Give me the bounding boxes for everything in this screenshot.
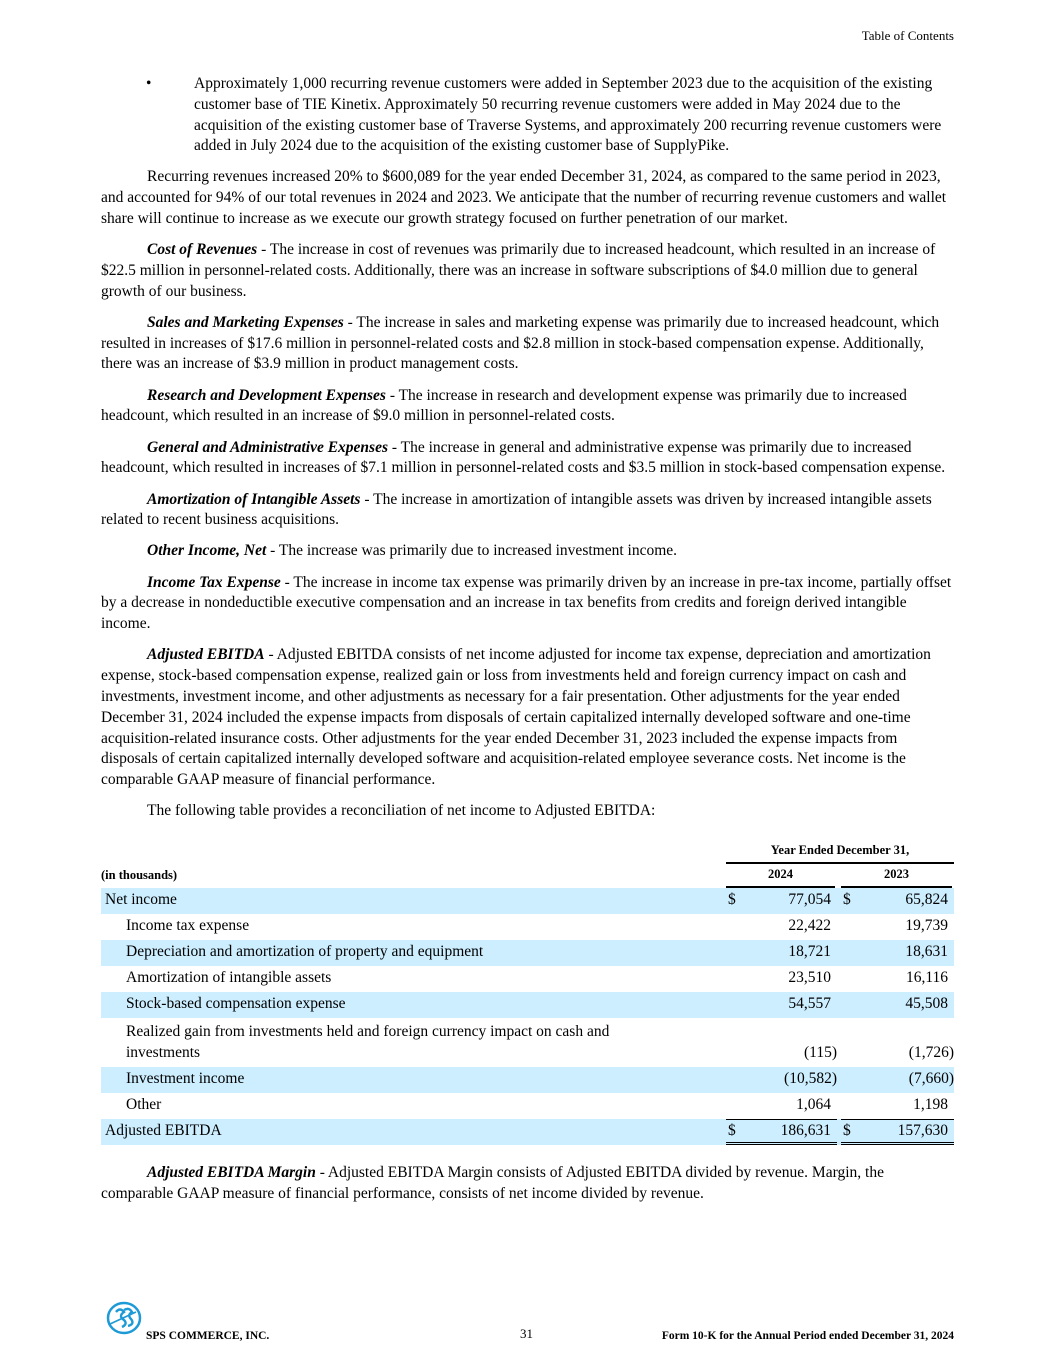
paragraph-heading: Adjusted EBITDA	[147, 646, 265, 664]
paragraph-amortization: Amortization of Intangible Assets - The increase in amortization of intangible assets was driven by increased intangible assets related to recent business acquisitions.	[101, 490, 932, 529]
bullet-text: Approximately 1,000 recurring revenue customers were added in September 2023 due to the acquisition of the existing customer base of TIE Kinetix. Approximately 50 recurring revenue customers were added in May 2024 due to the acquisition of the existing customer base of Traverse Systems, and approximately 200 recurring revenue customers were added in July 2024 due to the acquisition of the existing customer base of SupplyPike.	[194, 75, 942, 155]
paragraph-research-development: Research and Development Expenses - The increase in research and development expense was primarily due to increased headcount, which resulted in an increase of $9.0 million in personnel-related costs.	[101, 386, 907, 425]
paragraph-heading: Sales and Marketing Expenses	[147, 313, 344, 331]
table-row-net-income: Net income $ 77,054 $ 65,824	[101, 888, 954, 914]
table-row-depreciation: Depreciation and amortization of property and equipment 18,721 18,631	[101, 940, 954, 966]
paragraph-heading: Income Tax Expense	[147, 573, 281, 591]
paragraph-heading: Cost of Revenues	[147, 240, 258, 258]
paragraph-table-intro: The following table provides a reconciliation of net income to Adjusted EBITDA:	[147, 802, 656, 820]
paragraph-adjusted-ebitda-margin: Adjusted EBITDA Margin - Adjusted EBITDA Margin consists of Adjusted EBITDA divided by revenue. Margin, the comparable GAAP measure of financial performance, consists of net income divided by revenue.	[101, 1163, 884, 1202]
table-row-stock-comp: Stock-based compensation expense 54,557 45,508	[101, 992, 954, 1018]
paragraph-heading: Research and Development Expenses	[147, 386, 386, 404]
table-row-investment-income: Investment income (10,582) (7,660)	[101, 1067, 954, 1093]
paragraph-heading: General and Administrative Expenses	[147, 438, 388, 456]
paragraph-recurring-revenues: Recurring revenues increased 20% to $600,089 for the year ended December 31, 2024, as compared to the same period in 2023, and accounted for 94% of our total revenues in 2024 and 2023. We anticipate that the number of recurring revenue customers and wallet share will continue to increase as we execute our growth strategy focused on further penetration of our market.	[101, 168, 947, 227]
document-body	[101, 74, 954, 1215]
paragraph-other-income: Other Income, Net - The increase was primarily due to increased investment income.	[147, 542, 678, 560]
paragraph-adjusted-ebitda: Adjusted EBITDA - Adjusted EBITDA consists of net income adjusted for income tax expense, depreciation and amortization expense, stock-based compensation expense, realized gain or loss from investments held and foreign currency impact on cash and investments, investment income, and other adjustments as necessary for a fair presentation. Other adjustments for the year ended December 31, 2024 included the expense impacts from disposals of certain capitalized internally developed software and one-time acquisition-related insurance costs. Other adjustments for the year ended December 31, 2023 included the expense impacts from disposals of certain capitalized internally developed software and acquisition-related employee severance costs. Net income is the comparable GAAP measure of financial performance.	[101, 646, 931, 789]
table-row-other: Other 1,064 1,198	[126, 1096, 948, 1114]
company-name: SPS COMMERCE, INC.	[146, 1330, 270, 1342]
units-label: (in thousands)	[101, 868, 178, 883]
sps-logo-icon	[104, 1300, 144, 1336]
table-row-adjusted-ebitda-total: Adjusted EBITDA $ 186,631 $ 157,630	[101, 1119, 954, 1145]
table-row-income-tax: Income tax expense 22,422 19,739	[126, 917, 948, 935]
column-header-2023: 2023	[837, 864, 954, 888]
column-header-2024: 2024	[722, 864, 837, 888]
period-header: Year Ended December 31,	[722, 840, 954, 864]
table-of-contents-link[interactable]: Table of Contents	[861, 28, 954, 43]
table-row-amortization: Amortization of intangible assets 23,510 16,116	[126, 969, 948, 987]
paragraph-heading: Amortization of Intangible Assets	[147, 490, 361, 508]
bullet-item	[101, 74, 954, 157]
form-description: Form 10-K for the Annual Period ended December 31, 2024	[661, 1330, 954, 1342]
paragraph-heading: Adjusted EBITDA Margin	[147, 1163, 316, 1181]
paragraph-heading: Other Income, Net	[147, 542, 267, 560]
table-row-realized-gain: Realized gain from investments held and foreign currency impact on cash and investments (115) (1,726)	[126, 1023, 954, 1062]
page-number: 31	[520, 1326, 533, 1341]
paragraph-income-tax: Income Tax Expense - The increase in income tax expense was primarily driven by an increase in pre-tax income, partially offset by a decrease in nondeductible executive compensation and an increase in tax benefits from credits and foreign derived intangible income.	[101, 573, 952, 633]
paragraph-general-admin: General and Administrative Expenses - The increase in general and administrative expense was primarily due to increased headcount, which resulted in increases of $7.1 million in personnel-related costs and $3.5 million in stock-based compensation expense.	[101, 438, 946, 477]
bullet-marker: •	[146, 75, 152, 92]
paragraph-cost-of-revenues: Cost of Revenues - The increase in cost of revenues was primarily due to increased headcount, which resulted in an increase of $22.5 million in personnel-related costs. Additionally, there was an increase in software subscriptions of $4.0 million due to general growth of our business.	[101, 240, 936, 300]
page-footer	[104, 1300, 954, 1342]
adjusted-ebitda-reconciliation-table	[101, 840, 954, 1145]
paragraph-sales-marketing: Sales and Marketing Expenses - The increase in sales and marketing expense was primarily due to increased headcount, which resulted in increases of $17.6 million in personnel-related costs and $2.8 million in stock-based compensation expense. Additionally, there was an increase of $3.9 million in product management costs.	[101, 313, 940, 373]
